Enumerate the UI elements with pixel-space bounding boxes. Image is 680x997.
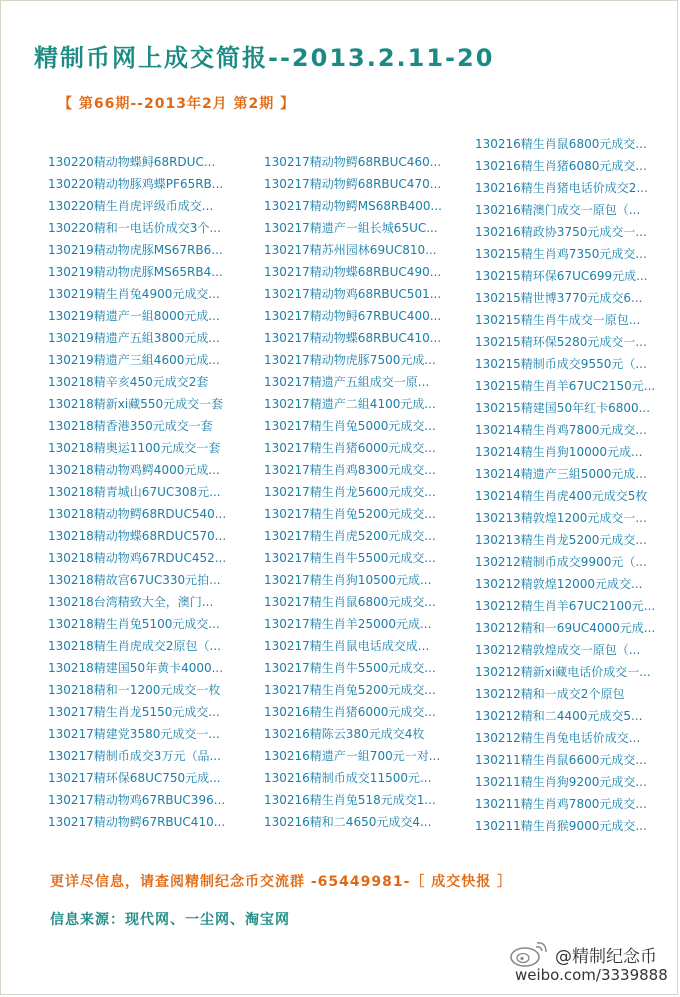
transaction-entry: 130217精生肖龙5600元成交... [264,485,436,499]
transaction-entry: 130212精和一成交2个原包 [475,687,625,701]
transaction-entry: 130211精生肖猴9000元成交... [475,819,647,833]
transaction-entry: 130218精和一1200元成交一枚 [48,683,221,697]
transaction-entry: 130217精制币成交3万元（品... [48,749,221,763]
transaction-entry: 130217精生肖鼠6800元成交... [264,595,436,609]
transaction-entry: 130215精环保67UC699元成... [475,269,648,283]
weibo-logo-icon [508,941,548,967]
transaction-entry: 130219精动物虎豚MS67RB6... [48,243,223,257]
source-text: 信息来源：现代网、一尘网、淘宝网 [50,912,290,928]
transaction-entry: 130211精生肖鸡7800元成交... [475,797,647,811]
transaction-entry: 130217精遗产二組4100元成... [264,397,436,411]
transaction-entry: 130214精生肖虎400元成交5枚 [475,489,648,503]
transaction-entry: 130216精陈云380元成交4枚 [264,727,425,741]
transaction-entry: 130216精遗产一組700元一对... [264,749,441,763]
transaction-entry: 130218精动物鸡67RDUC452... [48,551,227,565]
transaction-entry: 130215精生肖羊67UC2150元... [475,379,656,393]
transaction-entry: 130212精制币成交9900元（... [475,555,647,569]
transaction-entry: 130217精生肖牛5500元成交... [264,551,436,565]
transaction-entry: 130215精生肖鸡7350元成交... [475,247,647,261]
transaction-entry: 130217精动物蝶68RBUC490... [264,265,442,279]
transaction-entry: 130219精遗产五組3800元成... [48,331,220,345]
transaction-entry: 130213精敦煌1200元成交一... [475,511,647,525]
transaction-entry: 130217精生肖鸡8300元成交... [264,463,436,477]
transaction-entry: 130217精动物鸡67RBUC396... [48,793,226,807]
transaction-entry: 130217精遗产五組成交一原... [264,375,430,389]
transaction-entry: 130217精动物鲟67RBUC400... [264,309,442,323]
transaction-entry: 130217精动物鳄68RBUC470... [264,177,442,191]
transaction-entry: 130217精环保68UC750元成... [48,771,221,785]
weibo-url: weibo.com/3339888 [515,966,668,984]
transaction-entry: 130217精动物鳄68RBUC460... [264,155,442,169]
transaction-entry: 130213精生肖龙5200元成交... [475,533,647,547]
transaction-entry: 130217精动物鳄67RBUC410... [48,815,226,829]
transaction-entry: 130216精澳门成交一原包（... [475,203,641,217]
transaction-entry: 130219精生肖兔4900元成交... [48,287,220,301]
transaction-entry: 130218精生肖虎成交2原包（... [48,639,221,653]
transaction-entry: 130212精和一69UC4000元成... [475,621,656,635]
transaction-entry: 130217精苏州园林69UC810... [264,243,437,257]
weibo-account-name: @精制纪念币 [555,947,657,967]
transaction-entry: 130215精世博3770元成交6... [475,291,643,305]
transaction-entry: 130212精新xi藏电话价成交一... [475,665,651,679]
transaction-entry: 130217精生肖兔5000元成交... [264,419,436,433]
transaction-entry: 130215精环保5280元成交一... [475,335,647,349]
transaction-entry: 130214精生肖鸡7800元成交... [475,423,647,437]
transaction-entry: 130218精辛亥450元成交2套 [48,375,209,389]
transaction-entry: 130218精新xi藏550元成交一套 [48,397,224,411]
transaction-entry: 130214精遗产三組5000元成... [475,467,647,481]
transaction-entry: 130212精生肖兔电话价成交... [475,731,641,745]
transaction-entry: 130216精生肖猪6080元成交... [475,159,647,173]
transaction-entry: 130217精生肖兔5200元成交... [264,507,436,521]
transaction-entry: 130212精生肖羊67UC2100元... [475,599,656,613]
transaction-entry: 130220精动物蝶鲟68RDUC... [48,155,216,169]
transaction-entry: 130216精和二4650元成交4... [264,815,432,829]
transaction-entry: 130217精动物鸡68RBUC501... [264,287,442,301]
transaction-entry: 130217精生肖狗10500元成... [264,573,432,587]
transactions-column-1 [48,151,260,833]
transaction-entry: 130216精政协3750元成交一... [475,225,647,239]
transaction-entry: 130218精建国50年黄卡4000... [48,661,224,675]
transaction-entry: 130215精生肖牛成交一原包... [475,313,641,327]
transaction-entry: 130218精奥运1100元成交一套 [48,441,221,455]
transaction-entry: 130218精香港350元成交一套 [48,419,213,433]
transaction-entry: 130220精和一电话价成交3个... [48,221,221,235]
transaction-entry: 130215精建国50年红卡6800... [475,401,651,415]
transaction-entry: 130218台湾精致大全，澳门... [48,595,214,609]
transaction-entry: 130217精遗产一組长城65UC... [264,221,438,235]
transaction-entry: 130217精动物蝶68RBUC410... [264,331,442,345]
transaction-entry: 130218精故宫67UC330元拍... [48,573,221,587]
transaction-entry: 130216精制币成交11500元... [264,771,432,785]
transaction-entry: 130220精动物豚鸡蝶PF65RB... [48,177,224,191]
transaction-entry: 130217精生肖羊25000元成... [264,617,432,631]
transaction-entry: 130211精生肖狗9200元成交... [475,775,647,789]
transaction-entry: 130217精动物鳄MS68RB400... [264,199,442,213]
transaction-entry: 130219精动物虎豚MS65RB4... [48,265,223,279]
transaction-entry: 130216精生肖兔518元成交1... [264,793,436,807]
transaction-entry: 130217精生肖兔5200元成交... [264,683,436,697]
transaction-entry: 130212精敦煌成交一原包（... [475,643,641,657]
transaction-entry: 130218精动物蝶68RDUC570... [48,529,227,543]
transaction-entry: 130218精动物鸡鳄4000元成... [48,463,220,477]
transaction-entry: 130217精生肖鼠电话成交成... [264,639,430,653]
transactions-column-3 [475,133,675,837]
transaction-entry: 130218精青城山67UC308元... [48,485,221,499]
transaction-entry: 130216精生肖猪6000元成交... [264,705,436,719]
transaction-entry: 130215精制币成交9550元（... [475,357,647,371]
transaction-entry: 130219精遗产一組8000元成... [48,309,220,323]
issue-label: 【 第66期--2013年2月 第2期 】 [58,96,296,112]
transaction-entry: 130214精生肖狗10000元成... [475,445,643,459]
report-title: 精制币网上成交简报--2013.2.11-20 [34,44,495,72]
transaction-entry: 130211精生肖鼠6600元成交... [475,753,647,767]
transaction-entry: 130217精建党3580元成交一... [48,727,220,741]
transaction-entry: 130217精生肖虎5200元成交... [264,529,436,543]
transaction-entry: 130212精敦煌12000元成交... [475,577,643,591]
transaction-entry: 130216精生肖猪电话价成交2... [475,181,648,195]
transaction-entry: 130218精生肖兔5100元成交... [48,617,220,631]
transaction-entry: 130217精生肖猪6000元成交... [264,441,436,455]
transactions-column-2 [264,151,469,833]
transaction-entry: 130217精生肖龙5150元成交... [48,705,220,719]
transaction-entry: 130217精动物虎豚7500元成... [264,353,436,367]
transaction-entry: 130219精遗产三組4600元成... [48,353,220,367]
transaction-entry: 130217精生肖牛5500元成交... [264,661,436,675]
transaction-entry: 130218精动物鳄68RDUC540... [48,507,227,521]
transaction-entry: 130212精和二4400元成交5... [475,709,643,723]
transaction-entry: 130216精生肖鼠6800元成交... [475,137,647,151]
more-info-text: 更详尽信息，请查阅精制纪念币交流群 -65449981-［ 成交快报 ］ [50,874,513,890]
transaction-entry: 130220精生肖虎评级币成交... [48,199,214,213]
